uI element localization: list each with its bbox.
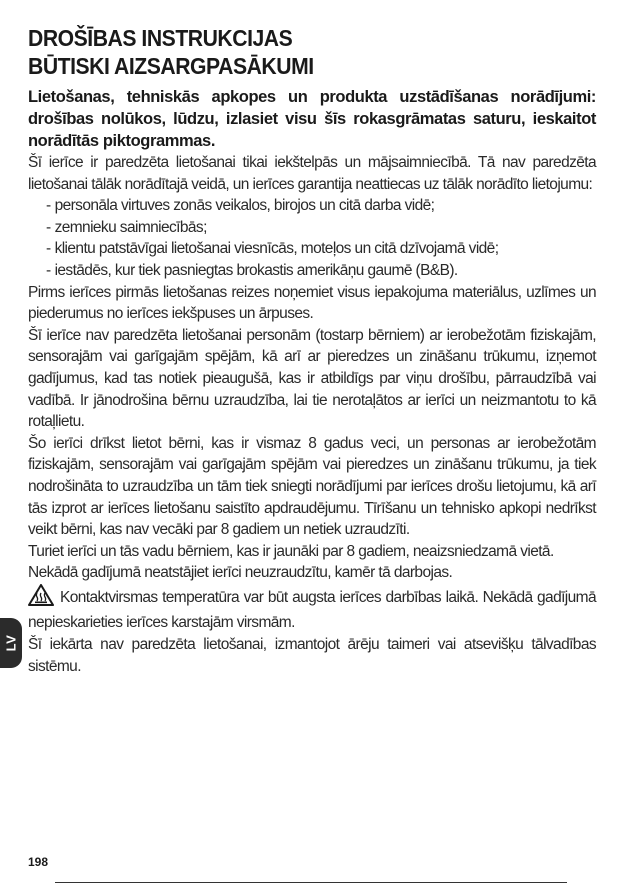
- list-item-text: personāla virtuves zonās veikalos, birojos un citā darba vidē;: [54, 197, 435, 215]
- list-item: - iestādēs, kur tiek pasniegtas brokastis amerikāņu gaumē (B&B).: [46, 261, 458, 279]
- footer-divider: [55, 882, 567, 883]
- paragraph-packaging: Pirms ierīces pirmās lietošanas reizes noņemiet visus iepakojuma materiālus, uzlīmes un piederumus no ierīces iekšpuses un ārpuses.: [28, 283, 596, 323]
- list-item-text: klientu patstāvīgai lietošanai viesnīcās, moteļos un citā dzīvojamā vidē;: [54, 240, 499, 258]
- paragraph-external-timer: Šī iekārta nav paredzēta lietošanai, izmantojot ārēju taimeri vai atsevišķu tālvadības sistēmu.: [28, 636, 596, 675]
- language-tab: [0, 618, 22, 668]
- excluded-usage-list: [28, 195, 596, 281]
- paragraph-keep-away: Turiet ierīci un tās vadu bērniem, kas ir jaunāki par 8 gadiem, neaizsniedzamā vietā.: [28, 542, 554, 560]
- instructions-body: [28, 86, 596, 677]
- list-item-text: zemnieku saimniecībās;: [54, 218, 207, 236]
- paragraph-usage-scope: Šī ierīce ir paredzēta lietošanai tikai iekštelpās un mājsaimniecībā. Tā nav paredzēta lietošanai tālāk norādītajā veidā, un ierīces garantija neattiecas uz tālāk norādīto lietojumu:: [28, 154, 596, 193]
- page-title: [28, 24, 314, 80]
- paragraph-restricted-persons: Šī ierīce nav paredzēta lietošanai personām (tostarp bērniem) ar ierobežotām fiziskajām, sensorajām vai garīgajām spējām, kā arī ar pieredzes un zināšanu trūkumu, izņemot gadījumus, kad tas notiek pieaugušā, kas ir atbildīgs par viņu drošību, pārraudzībā vai vadībā. Ir jānodrošina bērnu uzraudzība, lai tie nerotaļātos ar ierīci un neizmantotu to kā rotaļlietu.: [28, 326, 596, 431]
- hot-surface-text: Kontaktvirsmas temperatūra var būt augsta ierīces darbības laikā. Nekādā gadījumā nepieskarieties ierīces karstajām virsmām.: [28, 588, 596, 632]
- list-item-text: iestādēs, kur tiek pasniegtas brokastis amerikāņu gaumē (B&B).: [54, 261, 458, 279]
- list-item: - klientu patstāvīgai lietošanai viesnīcās, moteļos un citā dzīvojamā vidē;: [46, 240, 499, 258]
- page-number: 198: [28, 855, 49, 869]
- title-line-1: DROŠĪBAS INSTRUKCIJAS: [28, 25, 293, 51]
- list-item: - zemnieku saimniecībās;: [46, 218, 207, 236]
- paragraph-hot-surface: [28, 584, 596, 634]
- paragraph-unattended: Nekādā gadījumā neatstājiet ierīci neuzraudzītu, kamēr tā darbojas.: [28, 564, 453, 582]
- hot-surface-warning-icon: [28, 584, 54, 613]
- lead-paragraph: Lietošanas, tehniskās apkopes un produkta uzstādīšanas norādījumi: drošības nolūkos, lūdzu, izlasiet visu šīs rokasgrāmatas saturu, ieskaitot norādītās piktogrammas.: [28, 88, 596, 150]
- list-item: - personāla virtuves zonās veikalos, birojos un citā darba vidē;: [46, 197, 435, 215]
- language-tab-label: LV: [3, 634, 19, 652]
- title-line-2: BŪTISKI AIZSARGPASĀKUMI: [28, 53, 314, 79]
- paragraph-children-8-years: Šo ierīci drīkst lietot bērni, kas ir vismaz 8 gadus veci, un personas ar ierobežotām fiziskajām, sensorajām vai garīgajām spējām vai pieredzes un zināšanu trūkumu, ja tiek nodrošināta to uzraudzība un tām tiek sniegti norādījumi par ierīces drošu lietojumu, kā arī tās izprot ar ierīces lietošanu saistīto apdraudējumu. Tīrīšanu un tehnisko apkopi nedrīkst veikt bērni, kas nav vecāki par 8 gadiem un netiek uzraudzīti.: [28, 434, 596, 539]
